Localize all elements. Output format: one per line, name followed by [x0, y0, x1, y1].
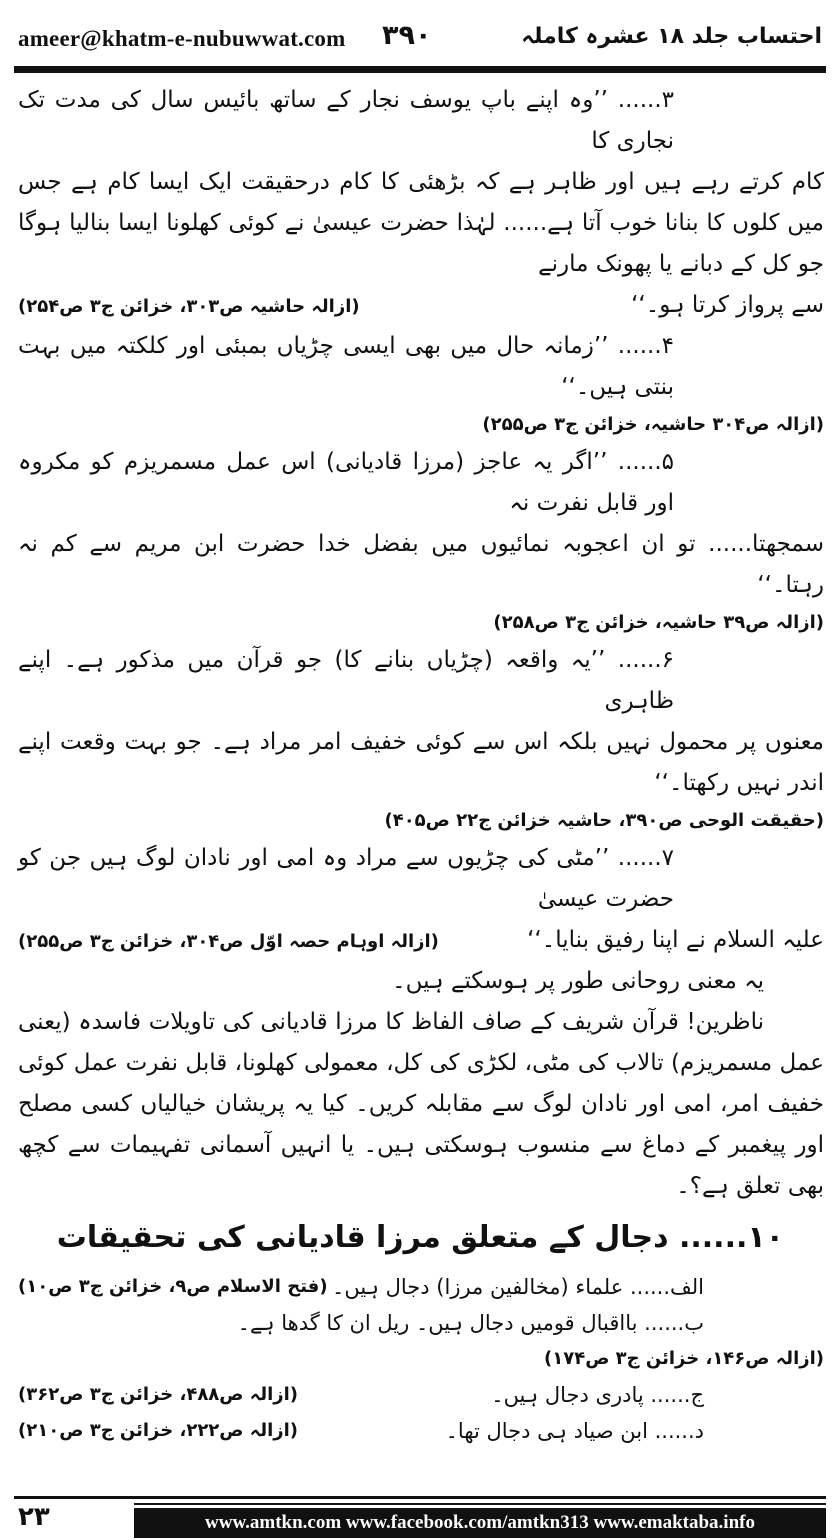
item-text: ’’مٹی کی چڑیوں سے مراد وہ امی اور نادان لوگ ہیں جن کو حضرت عیسیٰ [18, 845, 674, 912]
item-3-first [18, 80, 824, 162]
header-divider [14, 66, 826, 73]
sub-item [18, 1341, 824, 1377]
reference: (ازالہ ص۲۲۲، خزائن ج۳ ص۲۱۰) [18, 1420, 299, 1441]
item-text: ’’زمانہ حال میں بھی ایسی چڑیاں بمبئی اور کلکتہ میں بہت بنتی ہیں۔‘‘ [18, 333, 674, 400]
item-7-last-line [18, 920, 824, 961]
item-3-body: کام کرتے رہے ہیں اور ظاہر ہے کہ بڑھئی کا کام درحقیقت ایک ایسا کام ہے جس میں کلوں کا بنانا خوب آتا ہے...... لہٰذا حضرت عیسیٰ نے کوئی کھلونا ایسا بنالیا ہوگا جو کل کے دبانے یا پھونک مارنے [18, 169, 824, 277]
section-number: ۱۰...... [678, 1220, 784, 1255]
sub-item [18, 1413, 824, 1449]
sub-item [18, 1269, 824, 1305]
reference: (ازالہ ص۱۴۶، خزائن ج۳ ص۱۷۴) [543, 1348, 824, 1369]
item-number: ۶...... [617, 647, 674, 673]
sub-item [18, 1305, 824, 1341]
sub-item-label: ب...... بااقبال قومیں دجال ہیں۔ ریل ان کا گدھا ہے۔ [237, 1311, 704, 1335]
page-header [14, 10, 826, 70]
item-number: ۳...... [617, 87, 674, 113]
reference: (فتح الاسلام ص۹، خزائن ج۳ ص۱۰) [18, 1276, 328, 1297]
item-6-first [18, 640, 824, 722]
item-text: ’’وہ اپنے باپ یوسف نجار کے ساتھ بائیس سال کی مدت تک نجاری کا [18, 87, 674, 154]
item-text: ’’اگر یہ عاجز (مرزا قادیانی) اس عمل مسمریزم کو مکروہ اور قابل نفرت نہ [18, 449, 674, 516]
item-7-first [18, 838, 824, 920]
item-number: ۵...... [617, 449, 674, 475]
page-number: ۳۹۰ [382, 20, 432, 51]
sub-item-label: د...... ابن صیاد ہی دجال تھا۔ [445, 1419, 704, 1443]
item-5-first [18, 442, 824, 524]
sub-item-label: ج...... پادری دجال ہیں۔ [491, 1383, 704, 1407]
reference: (ازالہ ص۳۰۴ حاشیہ، خزائن ج۳ ص۲۵۵) [482, 414, 824, 435]
page-footer [14, 1496, 826, 1540]
item-6-body: معنوں پر محمول نہیں بلکہ اس سے کوئی خفیف امر مراد ہے۔ جو بہت وقعت اپنے اندر نہیں رکھتا۔‘‘ [18, 729, 824, 796]
reference: (ازالہ اوہام حصہ اوّل ص۳۰۴، خزائن ج۳ ص۲۵۵) [18, 931, 439, 952]
book-title: احتساب جلد ۱۸ عشرہ کاملہ [521, 24, 822, 49]
reference: (ازالہ ص۴۸۸، خزائن ج۳ ص۳۶۲) [18, 1384, 299, 1405]
item-number: ۴...... [617, 333, 674, 359]
note: یہ معنی روحانی طور پر ہوسکتے ہیں۔ [392, 968, 764, 994]
footer-links[interactable]: www.amtkn.com www.facebook.com/amtkn313 www.emaktaba.info [134, 1508, 826, 1538]
footer-page-code: ۲۳ [18, 1502, 50, 1532]
item-text-last: سے پرواز کرتا ہو۔‘‘ [631, 292, 824, 318]
header-email[interactable]: ameer@khatm-e-nubuwwat.com [18, 26, 346, 51]
item-4-first [18, 326, 824, 408]
item-5-body: سمجھتا...... تو ان اعجوبہ نمائیوں میں بفضل خدا حضرت ابن مریم سے کم نہ رہتا۔‘‘ [18, 531, 824, 598]
item-text: ’’یہ واقعہ (چڑیاں بنانے کا) جو قرآن میں مذکور ہے۔ اپنے ظاہری [18, 647, 674, 714]
item-3-last-line [18, 285, 824, 326]
reference: (ازالہ حاشیہ ص۳۰۳، خزائن ج۳ ص۲۵۴) [18, 296, 360, 317]
reference: (ازالہ ص۳۹ حاشیہ، خزائن ج۳ ص۲۵۸) [493, 612, 824, 633]
item-number: ۷...... [617, 845, 675, 871]
section-heading [18, 1211, 824, 1265]
item-text-last: علیہ السلام نے اپنا رفیق بنایا۔‘‘ [527, 927, 824, 953]
sub-item-label: الف...... علماء (مخالفین مرزا) دجال ہیں۔ [332, 1275, 704, 1299]
reference: (حقیقت الوحی ص۳۹۰، حاشیہ خزائن ج۲۲ ص۴۰۵) [384, 810, 824, 831]
conclusion-paragraph: ناظرین! قرآن شریف کے صاف الفاظ کا مرزا قادیانی کی تاویلات فاسدہ (یعنی عمل مسمریزم) تالاب کی مٹی، لکڑی کی کل، معمولی کھلونا، قابل نفرت عمل کوئی خفیف امر، امی اور نادان لوگ سے مقابلہ کریں۔ کیا یہ پریشان خیالیاں کسی مصلح اور پیغمبر کے دماغ سے منسوب ہوسکتی ہیں۔ یا انہیں آسمانی تفہیمات سے کچھ بھی تعلق ہے؟۔ [18, 1009, 824, 1199]
sub-item [18, 1377, 824, 1413]
page-body [18, 80, 824, 1460]
footer-divider [134, 1503, 826, 1505]
footer-divider [14, 1496, 826, 1499]
section-title: دجال کے متعلق مرزا قادیانی کی تحقیقات [56, 1220, 669, 1255]
